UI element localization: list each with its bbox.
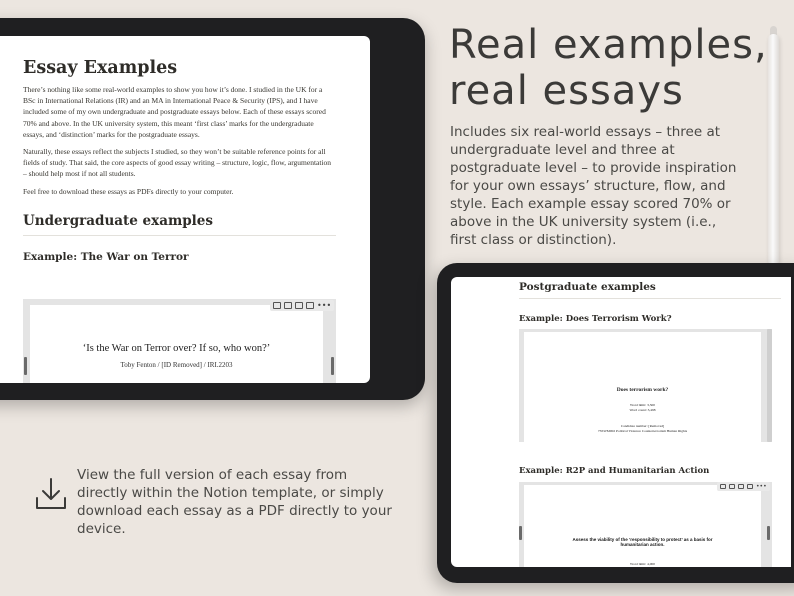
pdf-page (524, 485, 761, 567)
stylus-pencil (768, 34, 779, 264)
tablet-right-screen (451, 277, 791, 567)
example-r2p-heading: Example: R2P and Humanitarian Action (519, 466, 710, 476)
comment-icon[interactable] (720, 484, 726, 489)
download-icon (34, 476, 68, 512)
caption-icon[interactable] (284, 302, 292, 309)
intro-paragraph: There’s nothing like some real-world examples to show you how it’s done. I studied in the UK for a BSc in International Relations (IR) and an MA in International Peace & Security (IPS), and I have included some of my own undergraduate and postgraduate essays below. Each of these essays scored 70% and above. In the UK university system, this meant ‘first class’ marks for the undergraduate essays, and ‘distinction’ marks for the postgraduate essays. (23, 85, 326, 139)
pdf-word-limit: Word limit: 3,500 (630, 403, 655, 407)
body-copy: Includes six real-world essays – three at undergraduate level and three at postgraduate level – to provide inspiration for your own essays’ structure, flow, and style. Each example essay scored 70% or above in the UK university system (i.e., first class or distinction). (450, 124, 737, 248)
download-icon[interactable] (295, 302, 303, 309)
download-paragraph: Feel free to download these essays as PDFs directly to your computer. (23, 186, 234, 196)
resize-handle-right[interactable] (767, 526, 770, 540)
resize-handle-right[interactable] (331, 357, 334, 375)
section-divider (519, 298, 781, 299)
pdf-word-count: Word count: 3,498 (629, 408, 656, 412)
example-terrorism-heading: Example: Does Terrorism Work? (519, 314, 672, 324)
caption-icon[interactable] (729, 484, 735, 489)
more-options-icon[interactable]: ••• (756, 482, 767, 490)
pdf-toolbar (270, 300, 334, 311)
pdf-title: Does terrorism work? (616, 387, 669, 393)
headline-line-2: real essays (449, 68, 684, 114)
fullscreen-icon[interactable] (306, 302, 314, 309)
pdf-candidate: Candidate number: [Removed] (620, 424, 665, 428)
pdf-viewer-r2p[interactable] (519, 482, 772, 567)
resize-handle-left[interactable] (24, 357, 27, 375)
headline (449, 22, 779, 114)
notion-page-essay-examples (23, 58, 336, 369)
more-options-icon[interactable]: ••• (317, 300, 332, 310)
section-divider (23, 235, 336, 236)
pdf-title: Assess the viability of the ‘responsibility to protect’ as a basis for humanitarian action. (572, 537, 713, 547)
pdf-page (30, 305, 323, 383)
example-war-on-terror-heading: Example: The War on Terror (23, 250, 189, 263)
comment-icon[interactable] (273, 302, 281, 309)
pdf-viewer-terrorism[interactable] (519, 329, 772, 442)
download-icon[interactable] (738, 484, 744, 489)
pdf-module: 7SSWM002 Political Violence Counterterrorism Human Rights (597, 429, 688, 433)
tablet-left (0, 18, 425, 400)
tablet-right (437, 263, 794, 583)
pdf-toolbar (717, 482, 770, 491)
pdf-word-limit: Word limit: 4,000 (630, 562, 655, 566)
undergraduate-heading: Undergraduate examples (23, 212, 213, 229)
tablet-left-screen (0, 36, 370, 383)
pdf-viewer-war-on-terror[interactable] (23, 299, 336, 383)
fullscreen-icon[interactable] (747, 484, 753, 489)
download-description: View the full version of each essay from directly within the Notion template, or simply download each essay as a PDF directly to your device. (77, 467, 392, 537)
pdf-author-line: Toby Fenton / [ID Removed] / IRI.2203 (120, 361, 233, 369)
subjects-paragraph: Naturally, these essays reflect the subjects I studied, so they won’t be suitable reference points for all fields of study. That said, the core aspects of good essay writing – structure, logic, flow, argumentation – should help most if not all students. (23, 147, 332, 179)
page-title: Essay Examples (23, 58, 178, 78)
postgraduate-heading: Postgraduate examples (519, 281, 656, 293)
resize-handle-left[interactable] (519, 526, 522, 540)
notion-page-postgraduate (519, 277, 781, 566)
pdf-title: ‘Is the War on Terror over? If so, who won?’ (82, 343, 271, 354)
pdf-scrollbar[interactable] (767, 329, 772, 442)
pdf-page (524, 332, 761, 442)
headline-line-1: Real examples, (449, 22, 768, 68)
